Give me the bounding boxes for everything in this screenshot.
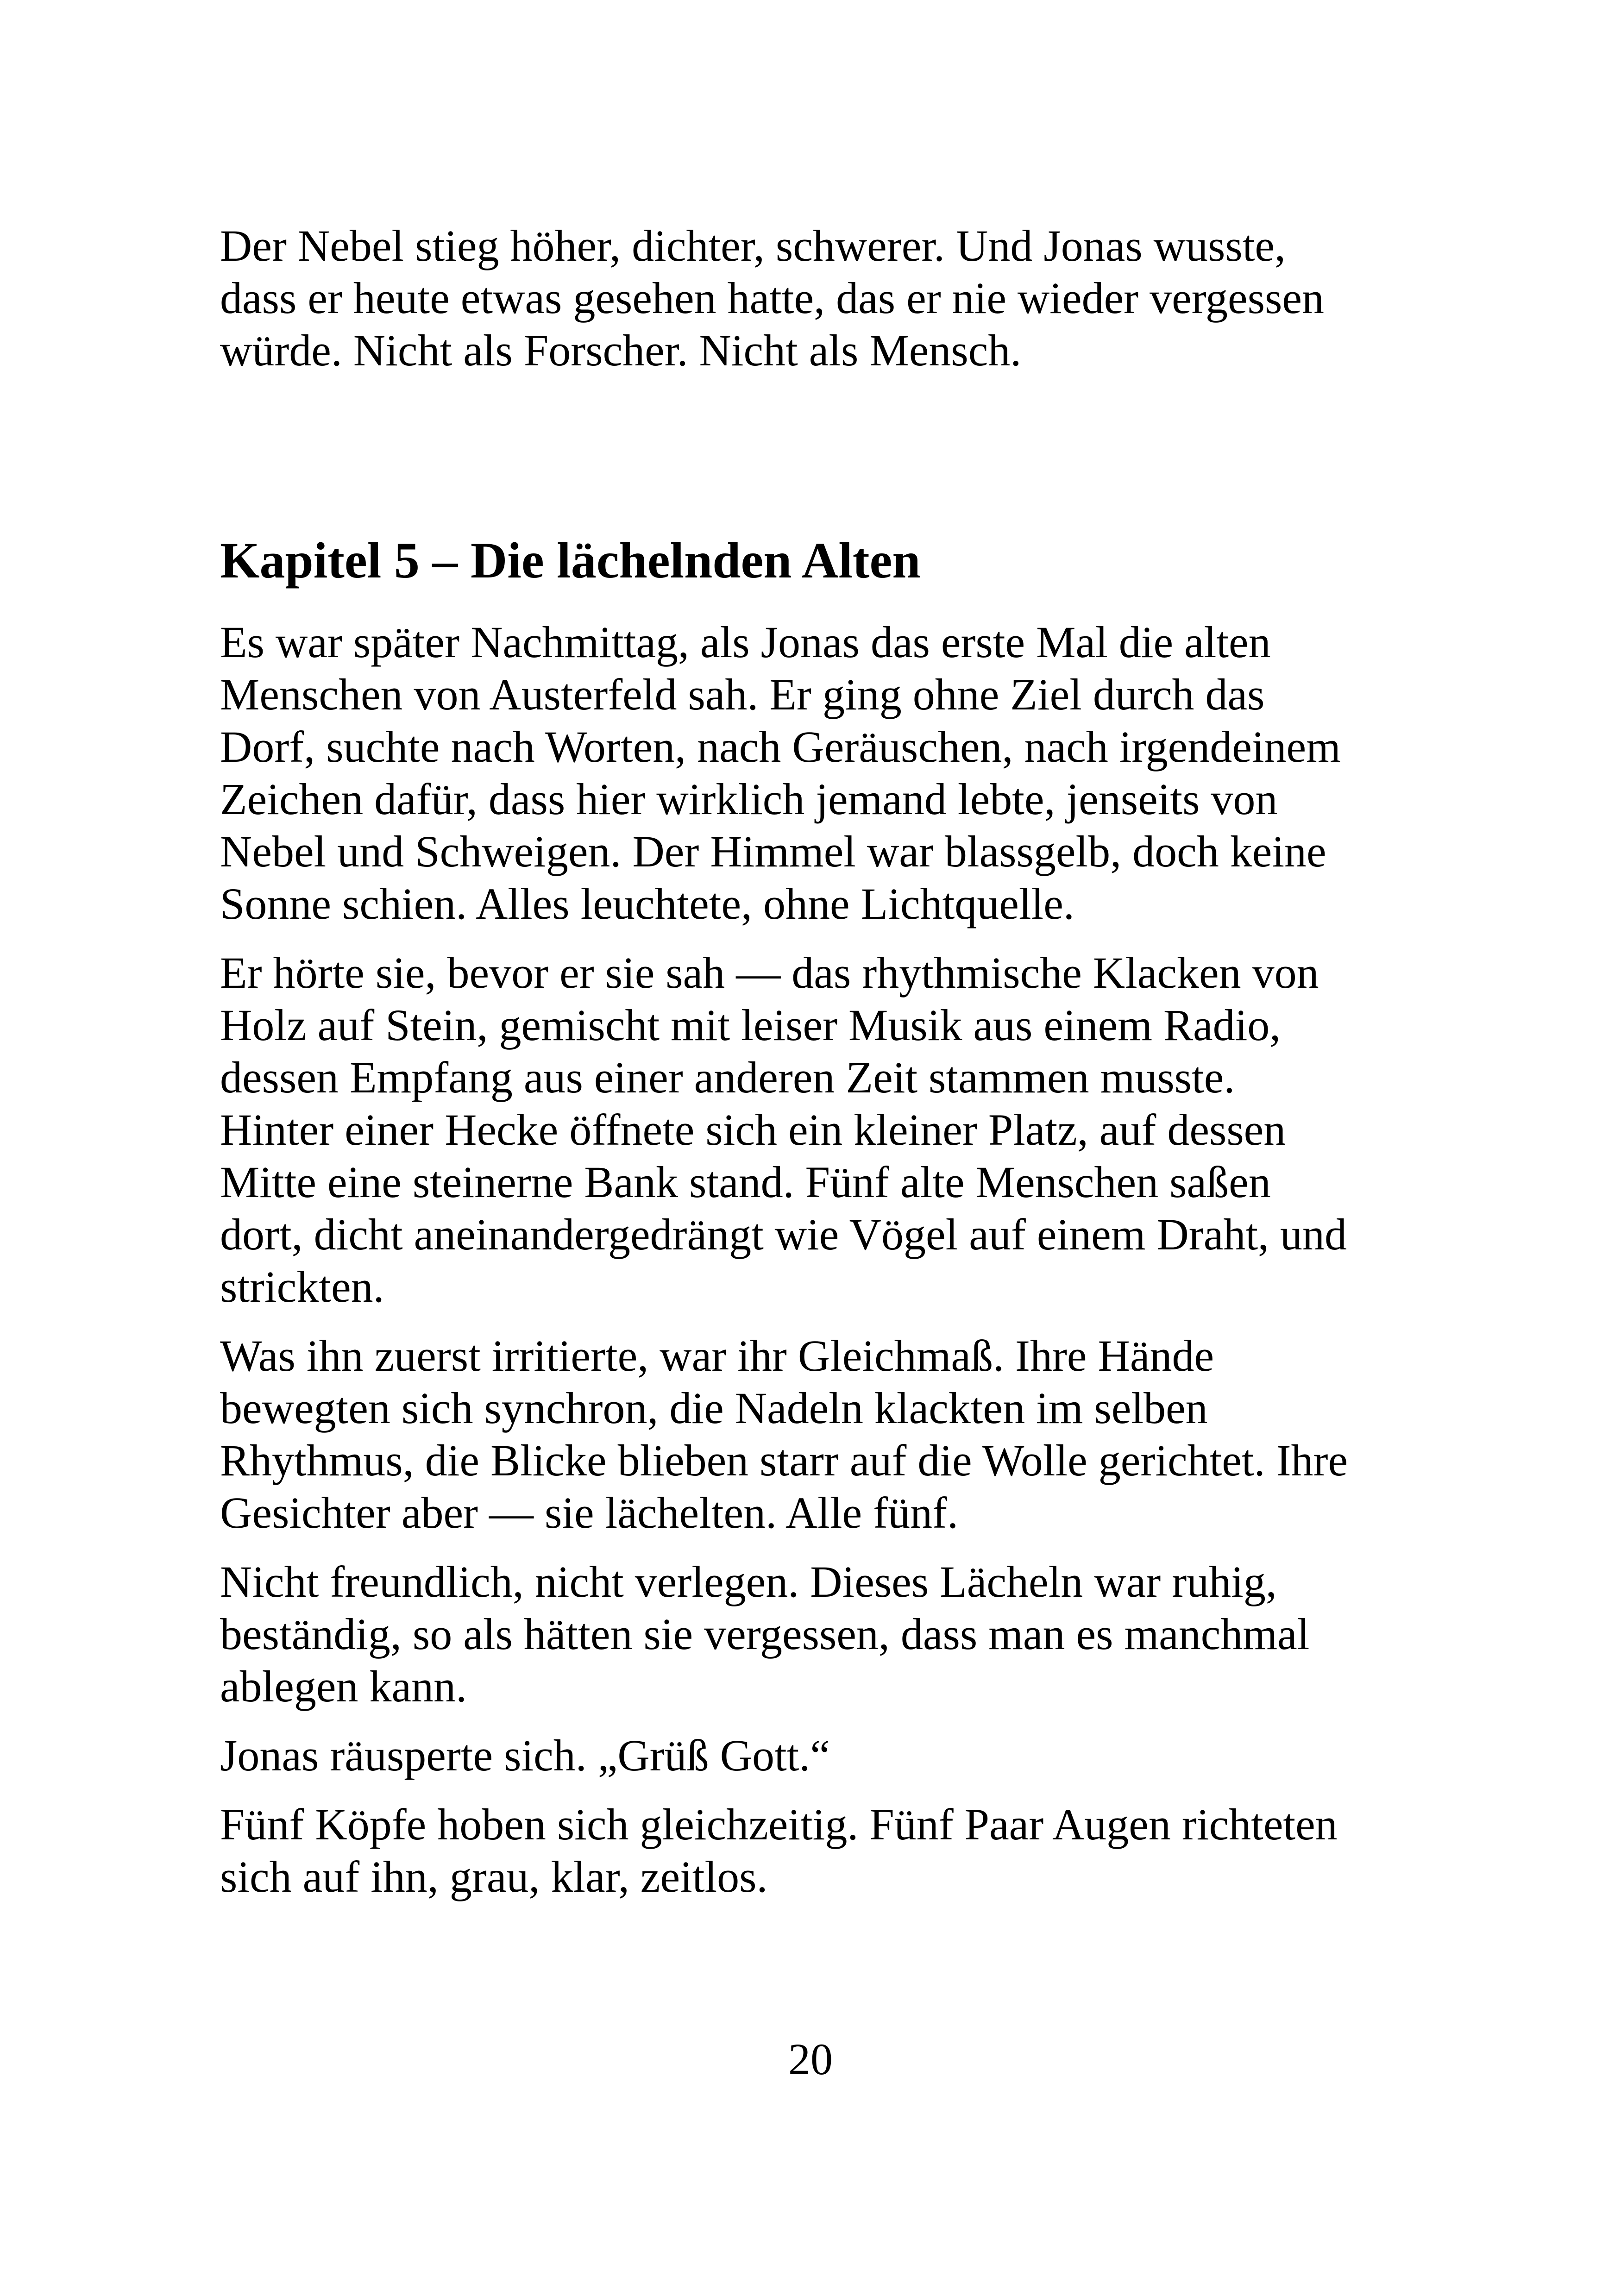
text-line: Es war später Nachmittag, als Jonas das erste Mal die alten xyxy=(220,617,1271,667)
paragraph xyxy=(220,1729,1424,1782)
text-line: Gesichter aber — sie lächelten. Alle fünf. xyxy=(220,1488,959,1537)
text-line: Nicht freundlich, nicht verlegen. Dieses Lächeln war ruhig, xyxy=(220,1557,1277,1606)
text-line: Fünf Köpfe hoben sich gleichzeitig. Fünf Paar Augen richteten xyxy=(220,1800,1338,1849)
paragraph xyxy=(220,1556,1424,1713)
text-line: dass er heute etwas gesehen hatte, das er nie wieder vergessen xyxy=(220,273,1324,323)
intro-paragraph xyxy=(220,220,1424,376)
paragraph xyxy=(220,1798,1424,1903)
text-line: Jonas räusperte sich. „Grüß Gott.“ xyxy=(220,1731,830,1780)
chapter-body xyxy=(220,616,1424,1920)
paragraph xyxy=(220,947,1424,1313)
text-line: beständig, so als hätten sie vergessen, dass man es manchmal xyxy=(220,1609,1310,1659)
paragraph xyxy=(220,1330,1424,1539)
text-line: Was ihn zuerst irritierte, war ihr Gleichmaß. Ihre Hände xyxy=(220,1331,1214,1380)
text-line: Rhythmus, die Blicke blieben starr auf die Wolle gerichtet. Ihre xyxy=(220,1436,1348,1485)
text-line: Holz auf Stein, gemischt mit leiser Musik aus einem Radio, xyxy=(220,1000,1281,1050)
text-line: Hinter einer Hecke öffnete sich ein kleiner Platz, auf dessen xyxy=(220,1105,1286,1154)
text-line: Zeichen dafür, dass hier wirklich jemand lebte, jenseits von xyxy=(220,774,1278,824)
text-line: dort, dicht aneinandergedrängt wie Vögel auf einem Draht, und xyxy=(220,1210,1347,1259)
chapter-title: Kapitel 5 – Die lächelnden Alten xyxy=(220,532,921,589)
text-line: dessen Empfang aus einer anderen Zeit stammen musste. xyxy=(220,1053,1235,1102)
text-line: sich auf ihn, grau, klar, zeitlos. xyxy=(220,1852,768,1901)
text-line: ablegen kann. xyxy=(220,1662,467,1711)
text-line: bewegten sich synchron, die Nadeln klackten im selben xyxy=(220,1383,1208,1433)
text-line: würde. Nicht als Forscher. Nicht als Mensch. xyxy=(220,326,1022,375)
text-line: strickten. xyxy=(220,1262,384,1311)
paragraph xyxy=(220,220,1424,376)
text-line: Menschen von Austerfeld sah. Er ging ohne Ziel durch das xyxy=(220,670,1265,719)
page-number: 20 xyxy=(788,2034,833,2084)
text-line: Der Nebel stieg höher, dichter, schwerer. Und Jonas wusste, xyxy=(220,221,1286,270)
text-line: Er hörte sie, bevor er sie sah — das rhythmische Klacken von xyxy=(220,948,1319,997)
text-line: Mitte eine steinerne Bank stand. Fünf alte Menschen saßen xyxy=(220,1157,1271,1207)
text-line: Nebel und Schweigen. Der Himmel war blassgelb, doch keine xyxy=(220,827,1326,876)
text-line: Dorf, suchte nach Worten, nach Geräuschen, nach irgendeinem xyxy=(220,722,1341,772)
text-line: Sonne schien. Alles leuchtete, ohne Lichtquelle. xyxy=(220,879,1074,928)
paragraph xyxy=(220,616,1424,930)
